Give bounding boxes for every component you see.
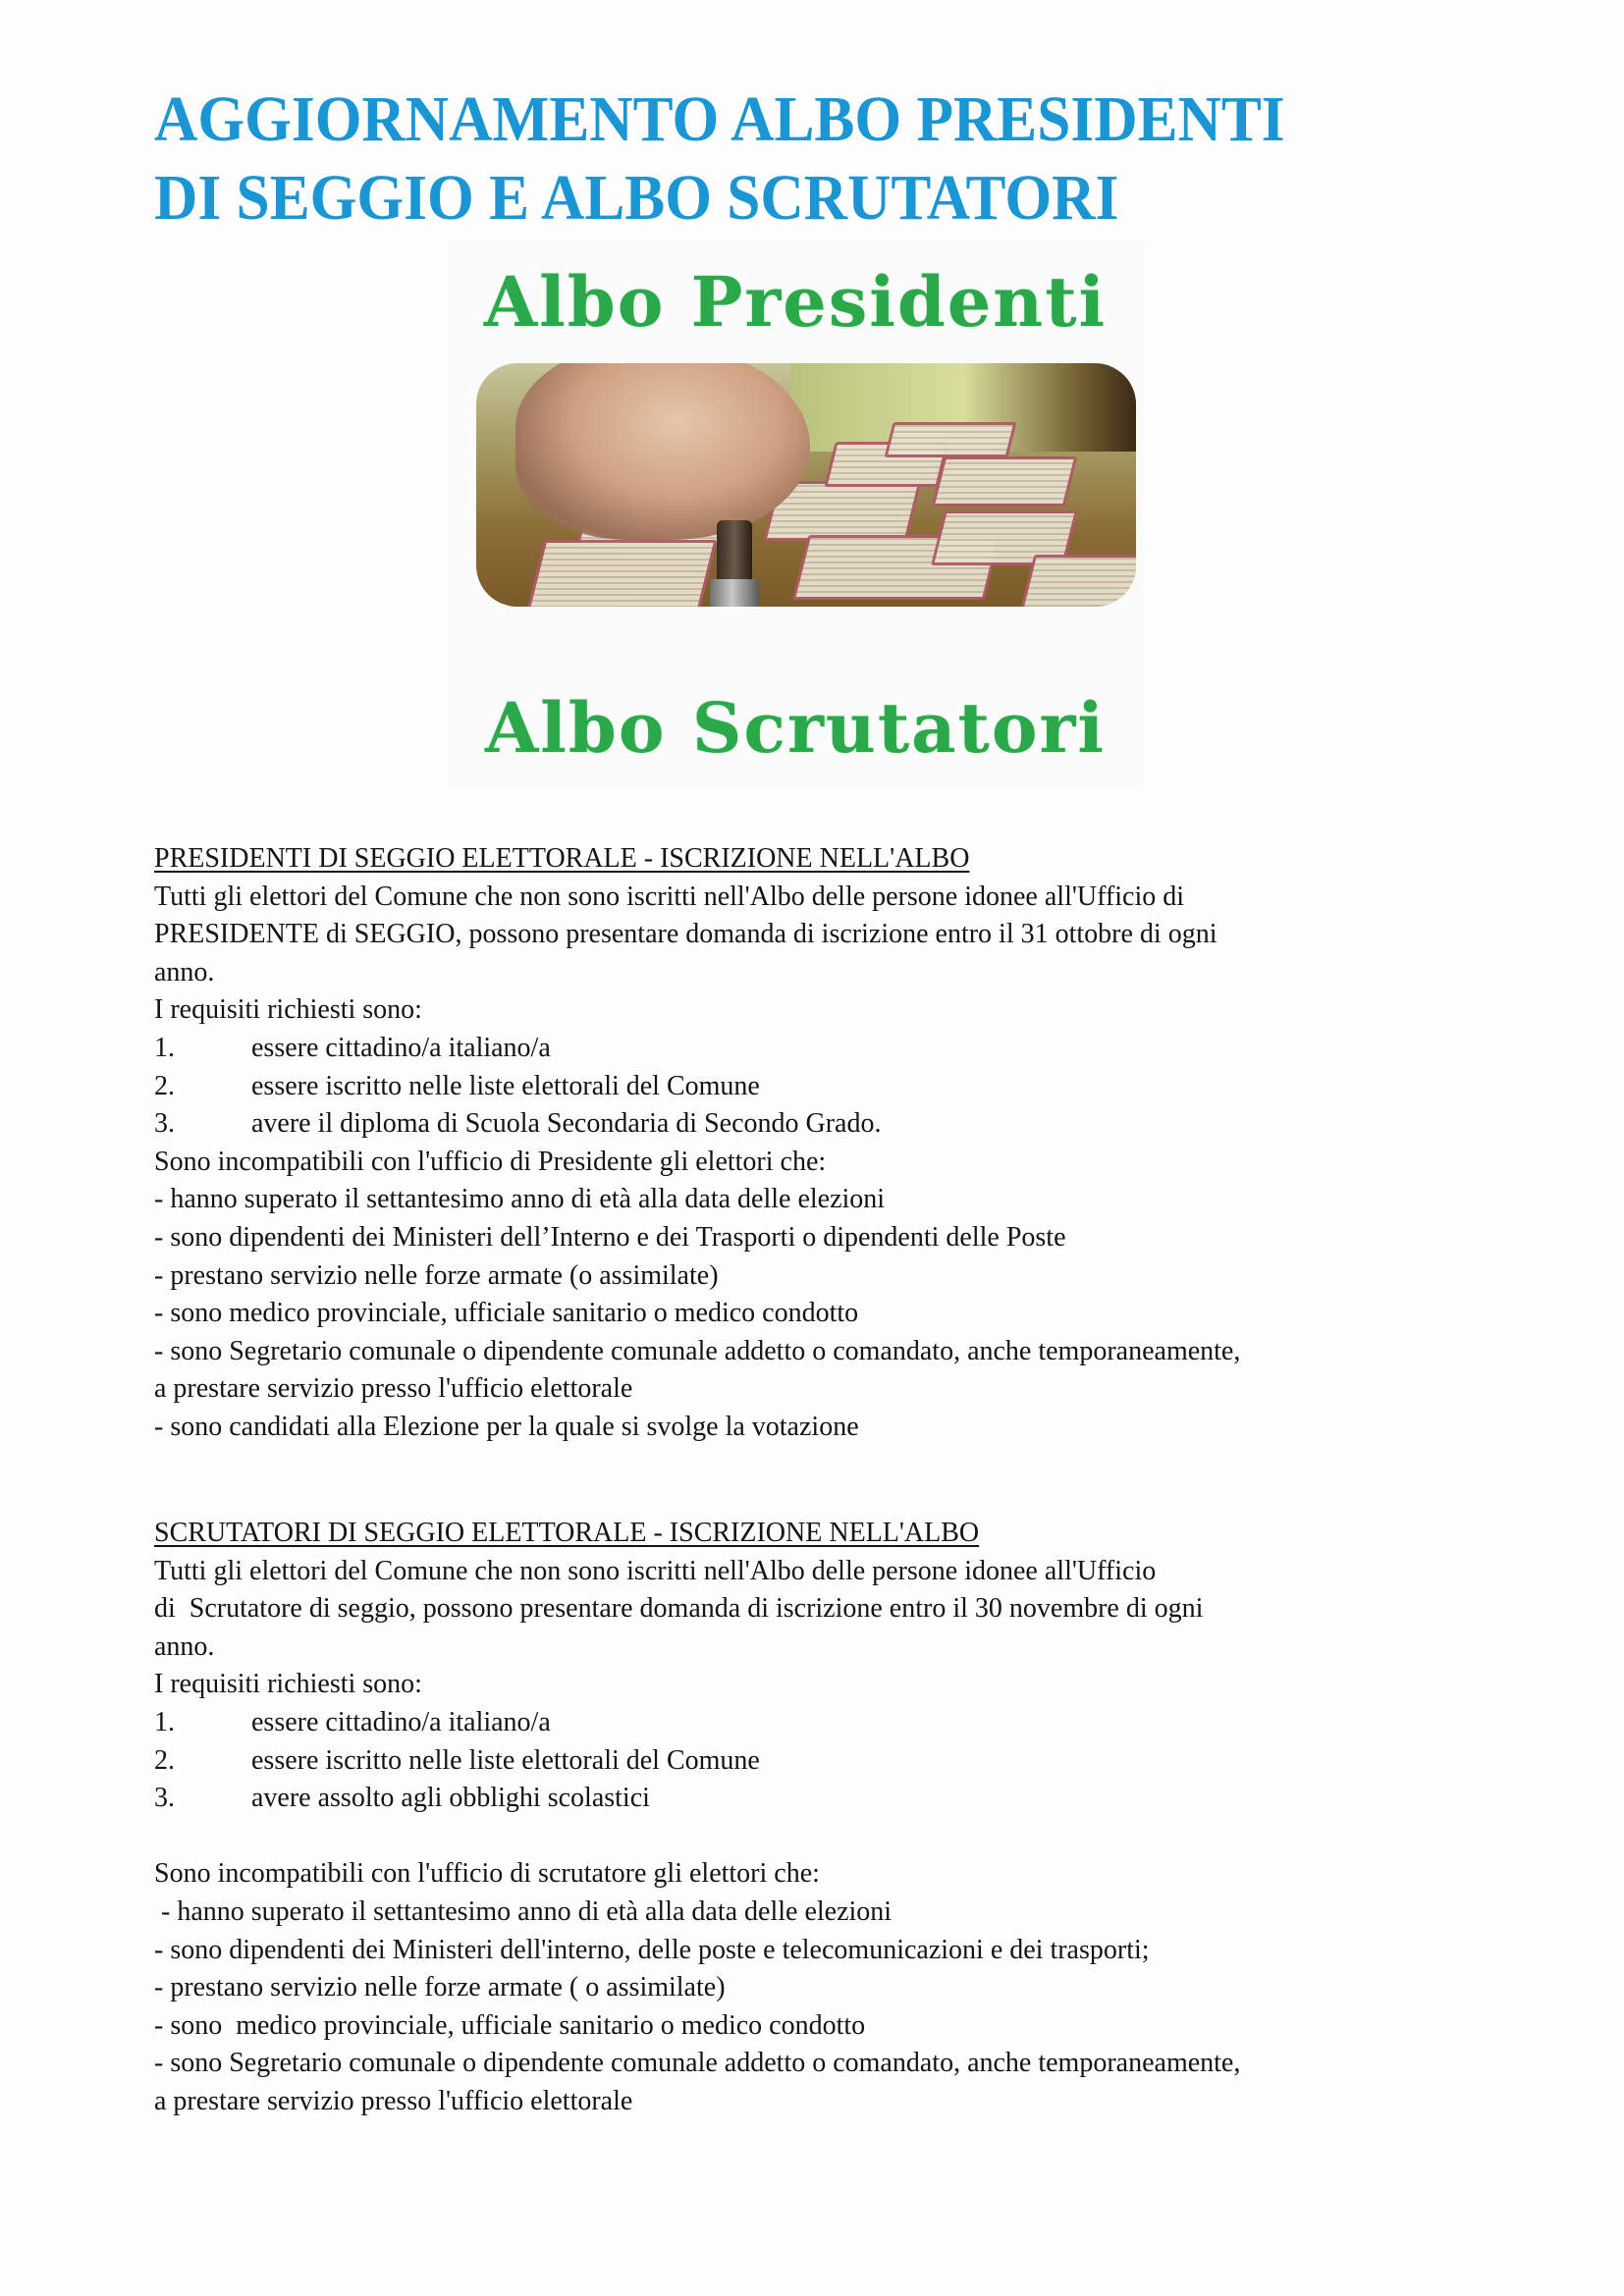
intro-line: Tutti gli elettori del Comune che non sono iscritti nell'Albo delle persone idonee all'Ufficio (154, 1555, 1157, 1586)
incompatibility-line: - hanno superato il settantesimo anno di età alla data delle elezioni (154, 1184, 886, 1215)
intro-line: anno. (154, 956, 215, 988)
incompatibility-line: - sono medico provinciale, ufficiale sanitario o medico condotto (154, 2009, 866, 2041)
rubber-stamp-base (710, 579, 759, 607)
title-line-1: AGGIORNAMENTO ALBO PRESIDENTI (154, 83, 1285, 155)
incompatibility-line: - sono medico provinciale, ufficiale sanitario o medico condotto (154, 1298, 859, 1329)
intro-line: Tutti gli elettori del Comune che non sono iscritti nell'Albo delle persone idonee all'Ufficio di (154, 881, 1185, 912)
intro-line: anno. (154, 1630, 215, 1662)
requirement-number: 3. (154, 1108, 175, 1140)
requirement-text: essere cittadino/a italiano/a (251, 1706, 551, 1737)
incompatibility-line: - sono Segretario comunale o dipendente comunale addetto o comandato, anche temporaneamente, (154, 1335, 1241, 1366)
intro-line: di Scrutatore di seggio, possono presentare domanda di iscrizione entro il 30 novembre di ogni (154, 1593, 1204, 1625)
requirement-item (154, 1105, 1489, 1144)
ballot-card (932, 456, 1078, 507)
section-heading: PRESIDENTI DI SEGGIO ELETTORALE - ISCRIZIONE NELL'ALBO (154, 843, 970, 874)
section-scrutatori (154, 1515, 1489, 2121)
requirement-text: essere cittadino/a italiano/a (251, 1032, 551, 1063)
requirement-text: avere il diploma di Scuola Secondaria di Secondo Grado. (251, 1108, 882, 1140)
requirement-text: essere iscritto nelle liste elettorali del Comune (251, 1744, 760, 1776)
requirement-item (154, 1742, 1489, 1781)
section-presidenti (154, 840, 1489, 1447)
albo-illustration (447, 240, 1144, 790)
requirement-item (154, 1704, 1489, 1742)
requirement-number: 3. (154, 1783, 175, 1814)
requirement-number: 1. (154, 1032, 175, 1063)
incompatibility-line: - sono dipendenti dei Ministeri dell’Interno e dei Trasporti o dipendenti delle Poste (154, 1221, 1066, 1253)
section-heading: SCRUTATORI DI SEGGIO ELETTORALE - ISCRIZIONE NELL'ALBO (154, 1518, 980, 1548)
caption-albo-presidenti: Albo Presidenti (483, 261, 1108, 343)
page-title (154, 80, 1285, 238)
requirements-label: I requisiti richiesti sono: (154, 1669, 422, 1700)
title-line-2: DI SEGGIO E ALBO SCRUTATORI (154, 162, 1119, 234)
requirement-text: essere iscritto nelle liste elettorali del Comune (251, 1070, 760, 1101)
requirement-item (154, 1068, 1489, 1106)
requirement-item (154, 1780, 1489, 1818)
requirements-label: I requisiti richiesti sono: (154, 994, 422, 1026)
blank-line (154, 1818, 1489, 1856)
requirement-item (154, 1030, 1489, 1068)
caption-albo-scrutatori: Albo Scrutatori (484, 687, 1107, 769)
incompatibility-line: a prestare servizio presso l'ufficio elettorale (154, 1373, 633, 1405)
incompatibility-line: - prestano servizio nelle forze armate ( o assimilate) (154, 1972, 726, 2003)
incompatibility-line: - hanno superato il settantesimo anno di età alla data delle elezioni (154, 1896, 893, 1927)
ballot-card (526, 540, 718, 607)
incompatibility-line: a prestare servizio presso l'ufficio elettorale (154, 2085, 633, 2116)
incompatibility-label: Sono incompatibili con l'ufficio di scrutatore gli elettori che: (154, 1858, 820, 1890)
ballot-card (885, 422, 1017, 457)
ballot-stamping-photo (476, 363, 1136, 607)
incompatibility-line: - sono candidati alla Elezione per la quale si svolge la votazione (154, 1411, 859, 1442)
requirement-number: 1. (154, 1706, 175, 1737)
incompatibility-label: Sono incompatibili con l'ufficio di Presidente gli elettori che: (154, 1146, 827, 1177)
requirement-text: avere assolto agli obblighi scolastici (251, 1783, 650, 1814)
incompatibility-line: - sono dipendenti dei Ministeri dell'interno, delle poste e telecomunicazioni e dei trasporti; (154, 1934, 1150, 1965)
ballot-card (1018, 555, 1136, 607)
requirement-number: 2. (154, 1070, 175, 1101)
intro-line: PRESIDENTE di SEGGIO, possono presentare domanda di iscrizione entro il 31 ottobre di ogni (154, 919, 1218, 950)
requirement-number: 2. (154, 1744, 175, 1776)
incompatibility-line: - sono Segretario comunale o dipendente comunale addetto o comandato, anche temporaneamente, (154, 2048, 1241, 2079)
incompatibility-line: - prestano servizio nelle forze armate (o assimilate) (154, 1259, 719, 1291)
hand (515, 363, 810, 540)
